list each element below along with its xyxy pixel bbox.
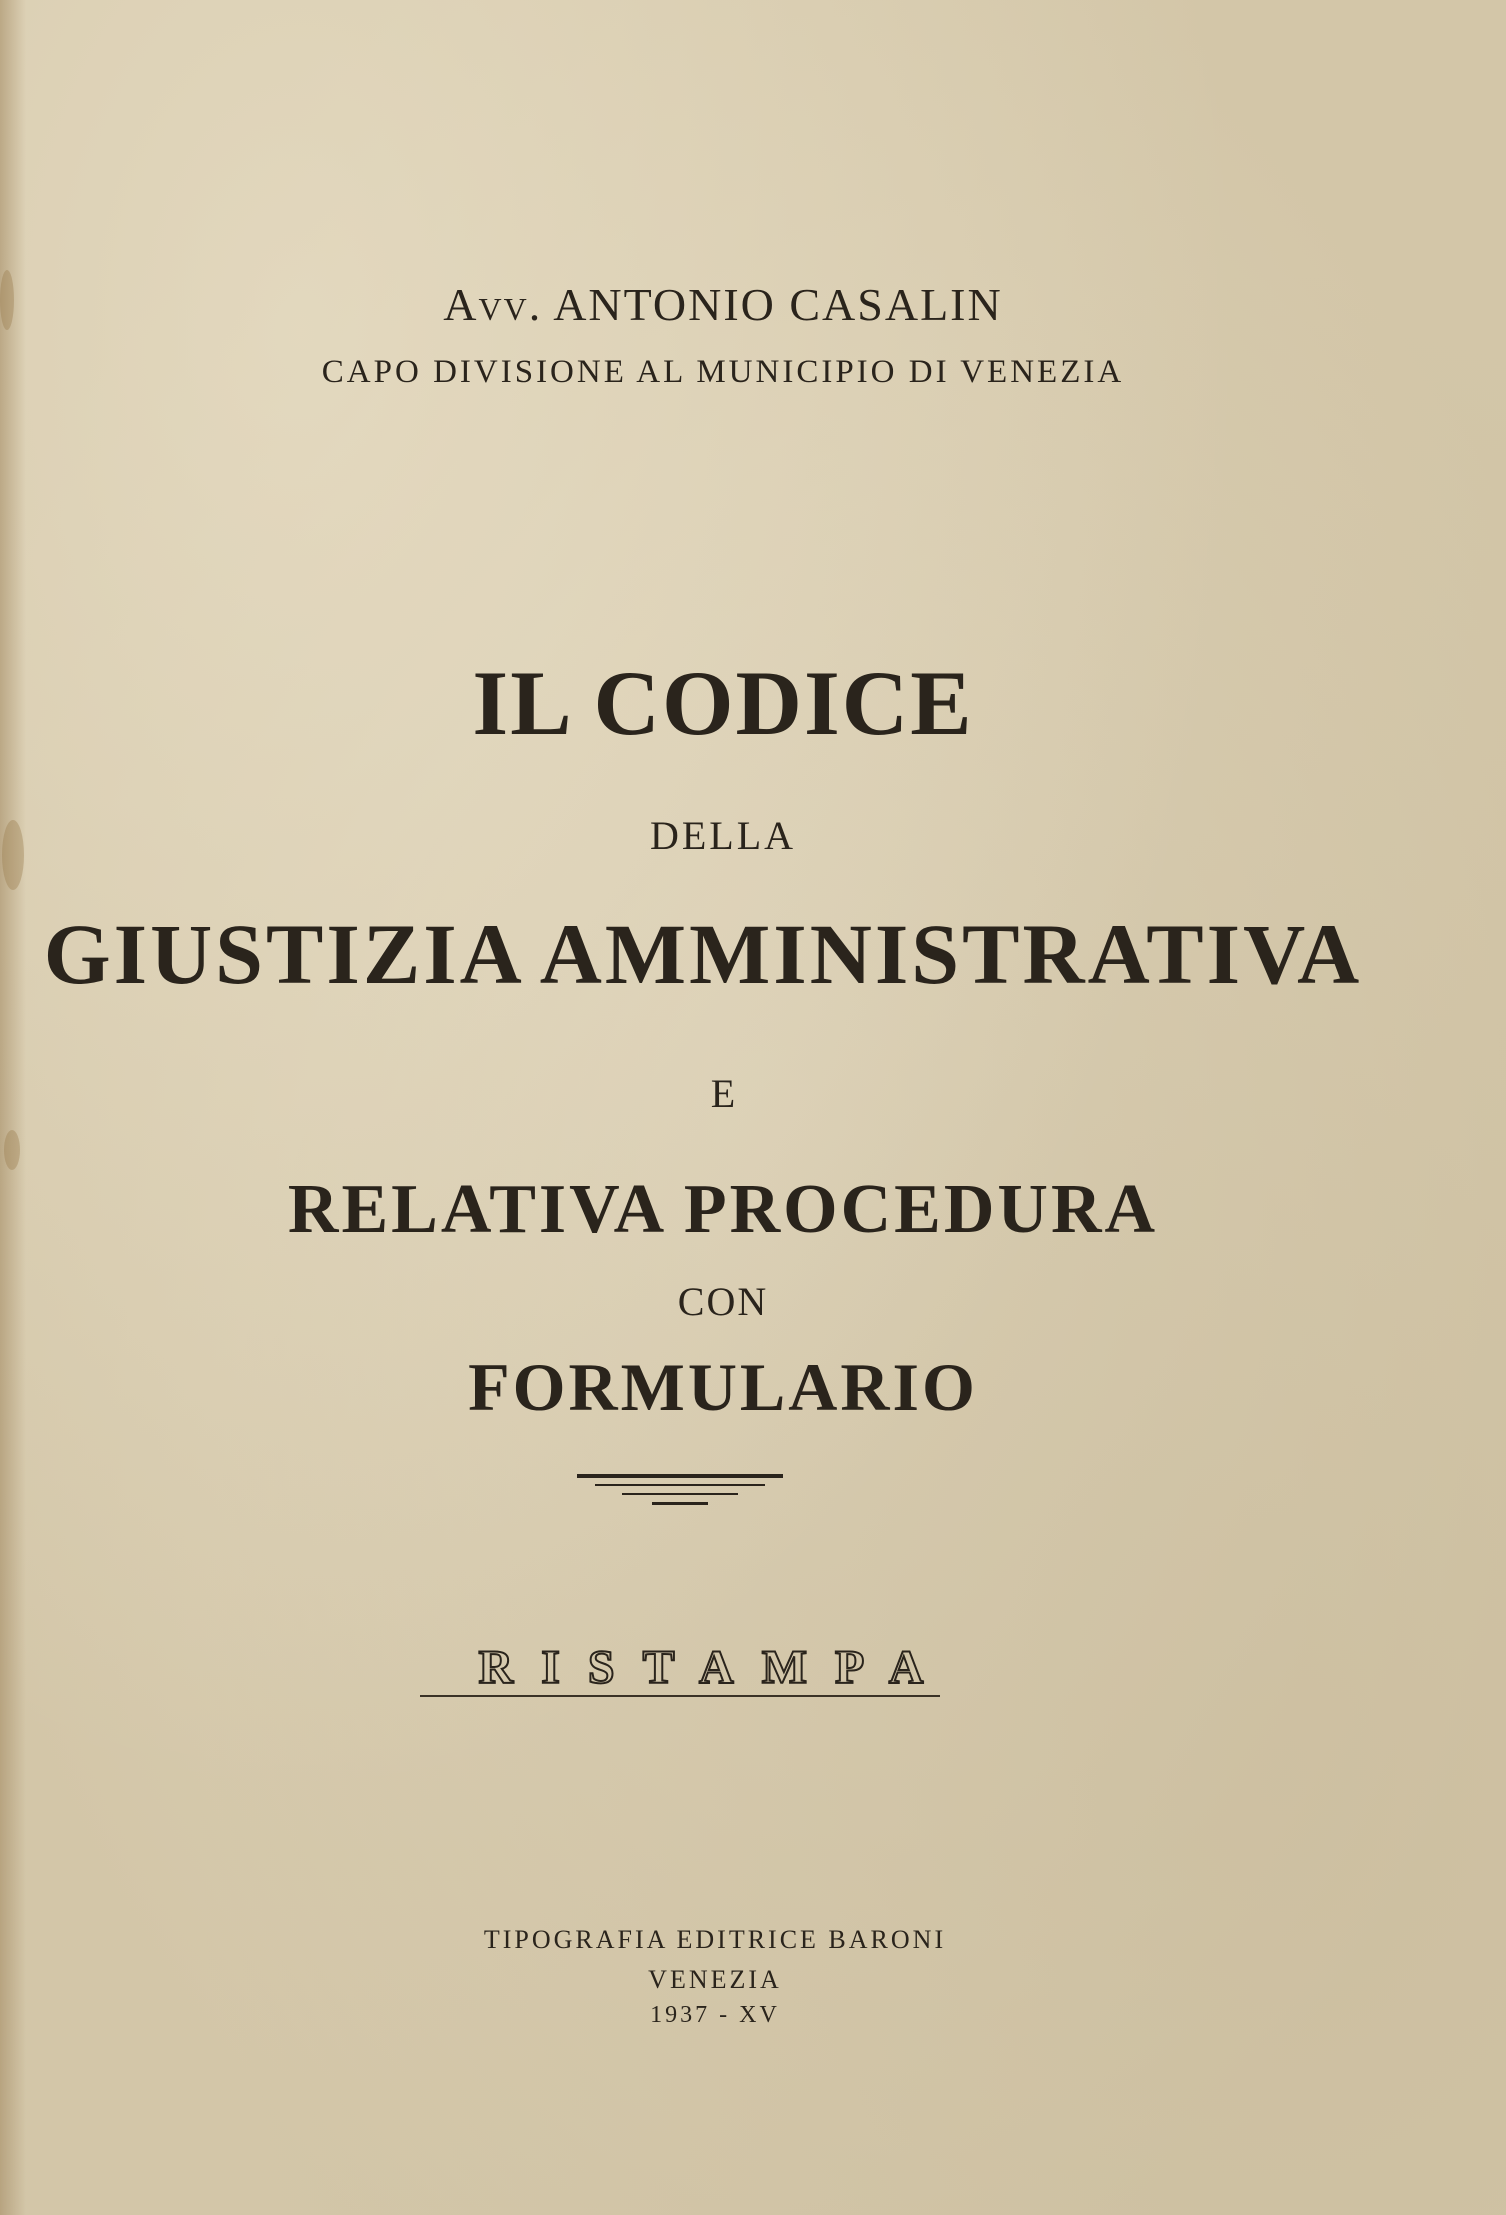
paper-stain [4, 1130, 20, 1170]
ornament-divider [577, 1474, 783, 1508]
publication-city: VENEZIA [648, 1965, 782, 1994]
author-prefix: Avv. [443, 279, 543, 330]
title-line-6: CON [677, 1279, 769, 1324]
title-line-4: E [710, 1071, 736, 1116]
author-line [0, 278, 1476, 331]
author-name: ANTONIO CASALIN [553, 279, 1003, 330]
title-line-7: FORMULARIO [468, 1349, 978, 1425]
edition-label: RISTAMPA [478, 1641, 952, 1694]
edition-underline [420, 1695, 940, 1697]
title-line-1: IL CODICE [472, 652, 974, 754]
author-role: CAPO DIVISIONE AL MUNICIPIO DI VENEZIA [321, 354, 1125, 390]
title-line-2: DELLA [649, 813, 797, 858]
publisher: TIPOGRAFIA EDITRICE BARONI [483, 1925, 947, 1954]
title-line-5: RELATIVA PROCEDURA [287, 1171, 1159, 1248]
title-line-3: GIUSTIZIA AMMINISTRATIVA [43, 906, 1363, 1002]
publication-year: 1937 - XV [650, 2002, 780, 2028]
